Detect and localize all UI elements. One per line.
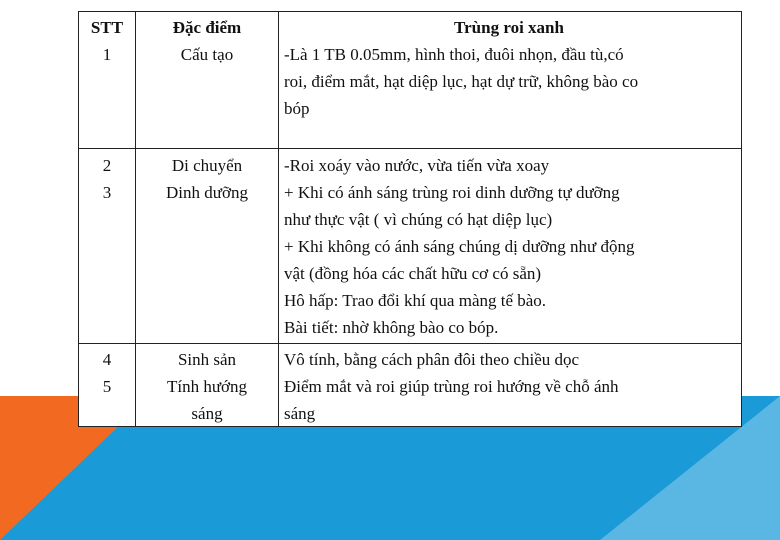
column-divider (278, 12, 279, 426)
stt-3: 3 (102, 183, 112, 202)
desc-line: vật (đồng hóa các chất hữu cơ có sẵn) (284, 264, 542, 283)
stt-2: 2 (102, 156, 112, 175)
desc-line: Hô hấp: Trao đổi khí qua màng tế bào. (284, 291, 547, 310)
desc-line: -Roi xoáy vào nước, vừa tiến vừa xoay (284, 156, 550, 175)
desc-line: Bài tiết: nhờ không bào co bóp. (284, 318, 499, 337)
desc-line: như thực vật ( vì chúng có hạt diệp lục) (284, 210, 553, 229)
header-trung-roi-xanh: Trùng roi xanh (454, 18, 564, 37)
feature-dinh-duong: Dinh dưỡng (166, 183, 248, 202)
desc-line: bóp (284, 99, 310, 118)
desc-line: Vô tính, bằng cách phân đôi theo chiều dọc (284, 350, 580, 369)
desc-line: sáng (284, 404, 316, 423)
feature-sinh-san: Sinh sản (177, 350, 237, 369)
feature-tinh-huong-sang-cont: sáng (191, 404, 223, 423)
desc-line: roi, điểm mắt, hạt diệp lục, hạt dự trữ, không bào co (284, 72, 639, 91)
row-divider (79, 343, 741, 344)
feature-cau-tao: Cấu tạo (180, 45, 234, 64)
stt-5: 5 (102, 377, 112, 396)
desc-line: + Khi không có ánh sáng chúng dị dưỡng như động (284, 237, 635, 256)
comparison-table (78, 11, 742, 427)
header-dac-diem: Đặc điểm (172, 18, 242, 37)
row-divider (79, 148, 741, 149)
desc-line: Điểm mắt và roi giúp trùng roi hướng về chỗ ánh (284, 377, 619, 396)
desc-line: + Khi có ánh sáng trùng roi dinh dưỡng tự dưỡng (284, 183, 620, 202)
stt-1: 1 (102, 45, 112, 64)
stt-4: 4 (102, 350, 112, 369)
desc-line: -Là 1 TB 0.05mm, hình thoi, đuôi nhọn, đầu tù,có (284, 45, 624, 64)
feature-di-chuyen: Di chuyển (171, 156, 243, 175)
feature-tinh-huong-sang: Tính hướng (166, 377, 248, 396)
header-stt: STT (90, 18, 124, 37)
